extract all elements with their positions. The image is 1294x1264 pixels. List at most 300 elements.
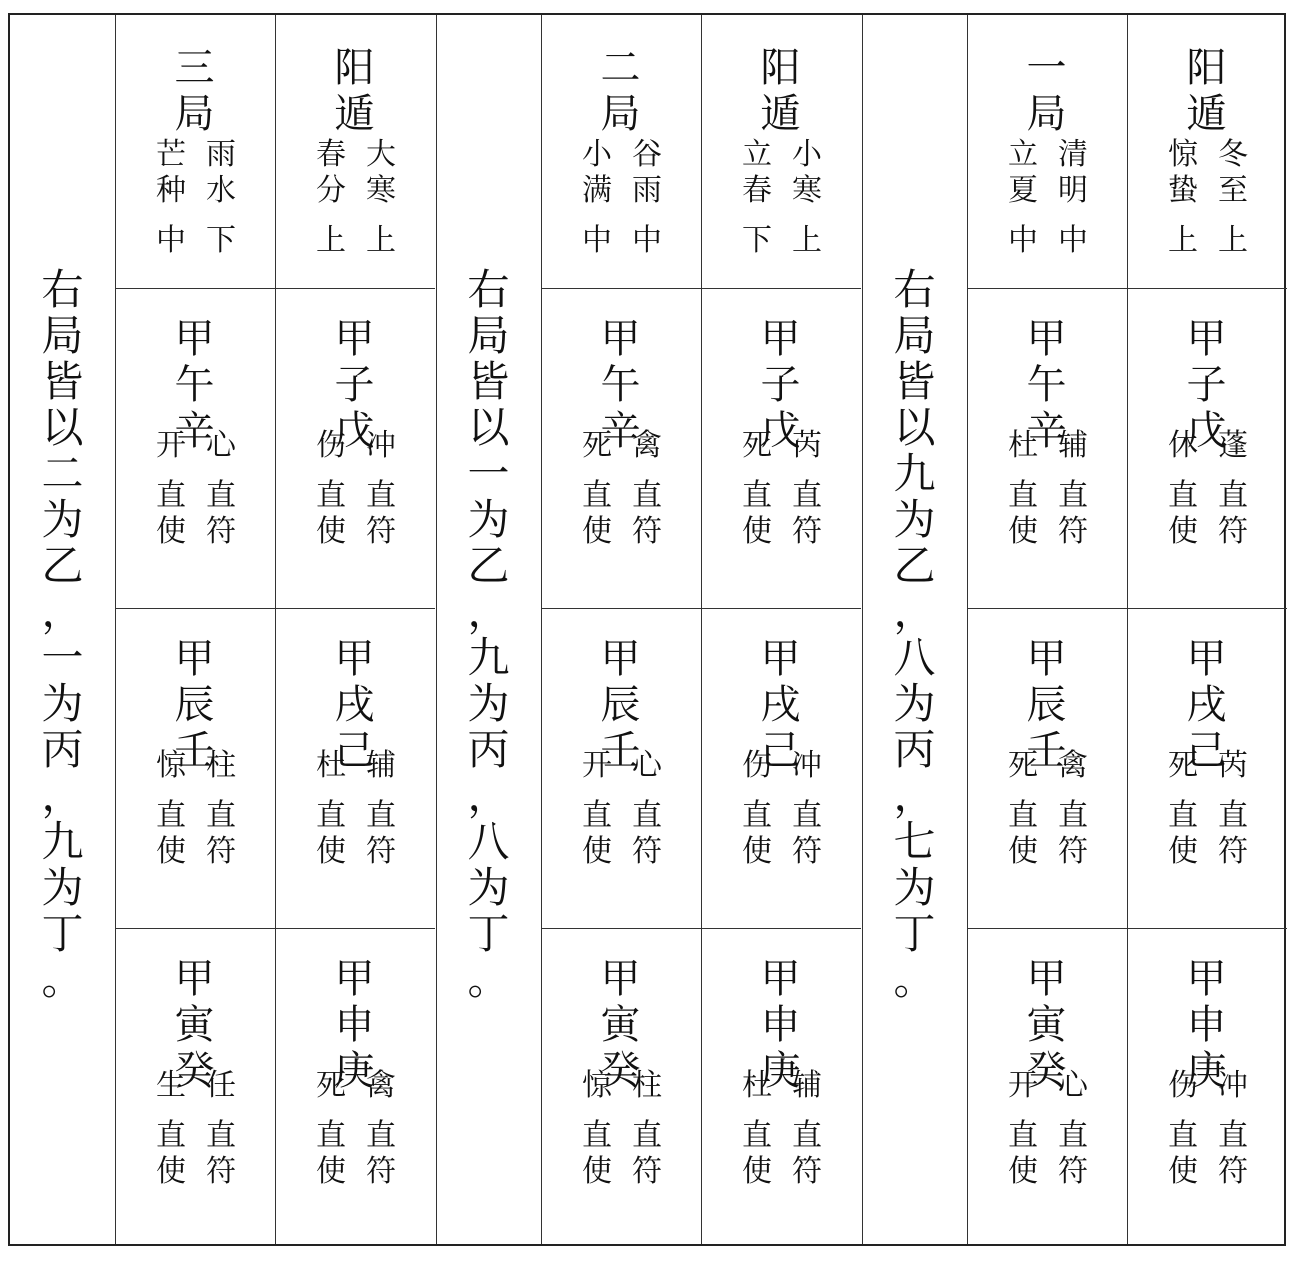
shi-fu-row [541, 834, 700, 870]
jia-char: 甲 [1026, 636, 1067, 682]
zhi-char: 直 [582, 478, 612, 513]
jia-char: 甲 [174, 636, 215, 682]
fu-char: 符 [206, 1154, 236, 1189]
note-char: 乙 [41, 541, 84, 590]
zhi-char: 直 [1008, 798, 1038, 833]
fu-char: 符 [366, 1154, 396, 1189]
jia-cell [1127, 608, 1286, 928]
term-row [701, 137, 860, 173]
term-char: 上 [1168, 223, 1198, 258]
door-star-row [1127, 1068, 1286, 1104]
zhi-char: 直 [742, 478, 772, 513]
star-char: 辅 [1058, 428, 1088, 463]
note-char: 为 [41, 495, 84, 544]
term-char: 冬 [1218, 137, 1248, 172]
note-char: 九 [467, 633, 510, 682]
term-char: 雨 [632, 173, 662, 208]
jia-char: 甲 [600, 956, 641, 1002]
zhi-char: 直 [1168, 1118, 1198, 1153]
star-char: 心 [206, 428, 236, 463]
term-char: 分 [316, 173, 346, 208]
term-row [1127, 137, 1286, 173]
shi-char: 使 [156, 514, 186, 549]
note-char: 为 [893, 863, 936, 912]
note-char: 丙 [41, 725, 84, 774]
door-star-row [967, 1068, 1126, 1104]
jia-cell [967, 928, 1126, 1248]
jia-char: 寅 [1026, 1002, 1067, 1048]
note-char: ， [41, 587, 84, 636]
fu-char: 符 [792, 514, 822, 549]
term-row [275, 137, 434, 173]
term-char: 春 [742, 173, 772, 208]
door-star-row [541, 748, 700, 784]
fu-char: 符 [206, 514, 236, 549]
jia-char: 午 [174, 362, 215, 408]
jia-cell [275, 928, 434, 1248]
zhi-row [701, 478, 860, 514]
note-char: 为 [893, 679, 936, 728]
shi-fu-row [115, 834, 274, 870]
term-char: 寒 [366, 173, 396, 208]
note-char: ， [467, 771, 510, 820]
header-title-char: 阳 [1186, 45, 1227, 91]
jia-char: 甲 [760, 956, 801, 1002]
door-char: 杜 [742, 1068, 772, 1103]
jia-char: 甲 [334, 956, 375, 1002]
term-char: 上 [792, 223, 822, 258]
jia-char: 戌 [334, 682, 375, 728]
zhi-char: 直 [742, 1118, 772, 1153]
zhi-row [115, 798, 274, 834]
note-char: 八 [893, 633, 936, 682]
zhi-char: 直 [1008, 1118, 1038, 1153]
shi-char: 使 [582, 1154, 612, 1189]
zhi-char: 直 [1058, 478, 1088, 513]
zhi-char: 直 [316, 798, 346, 833]
term-char: 惊 [1168, 137, 1198, 172]
note-char: 八 [467, 817, 510, 866]
note-char: 为 [467, 495, 510, 544]
jia-char: 戊 [334, 408, 375, 454]
fu-char: 符 [632, 834, 662, 869]
header-title [1127, 45, 1286, 137]
shi-fu-row [967, 1154, 1126, 1190]
jia-char: 甲 [174, 956, 215, 1002]
door-char: 开 [156, 428, 186, 463]
note-char: 皆 [893, 357, 936, 406]
jia-char: 辛 [1026, 408, 1067, 454]
note-char: 以 [893, 403, 936, 452]
ju-header-cell [967, 15, 1126, 288]
zhi-char: 直 [582, 798, 612, 833]
jia-char: 子 [334, 362, 375, 408]
term-row [115, 223, 274, 259]
shi-fu-row [1127, 514, 1286, 550]
shi-char: 使 [1168, 514, 1198, 549]
door-star-row [967, 748, 1126, 784]
jia-char: 甲 [174, 316, 215, 362]
note-char: 皆 [467, 357, 510, 406]
jia-char: 辰 [1026, 682, 1067, 728]
header-title [541, 45, 700, 137]
note-char: 右 [41, 265, 84, 314]
door-star-row [541, 1068, 700, 1104]
jia-char: 癸 [1026, 1048, 1067, 1094]
jia-char: 申 [760, 1002, 801, 1048]
fu-char: 符 [206, 834, 236, 869]
shi-fu-row [275, 514, 434, 550]
fu-char: 符 [366, 834, 396, 869]
zhi-char: 直 [156, 478, 186, 513]
term-char: 夏 [1008, 173, 1038, 208]
term-row [115, 137, 274, 173]
zhi-row [275, 1118, 434, 1154]
qimen-table [8, 13, 1286, 1246]
term-row [967, 173, 1126, 209]
header-title [115, 45, 274, 137]
zhi-row [1127, 478, 1286, 514]
shi-char: 使 [1168, 1154, 1198, 1189]
zhi-char: 直 [206, 798, 236, 833]
jia-char: 己 [334, 728, 375, 774]
shi-char: 使 [582, 834, 612, 869]
note-char: 以 [41, 403, 84, 452]
zhi-row [541, 1118, 700, 1154]
note-char: 皆 [41, 357, 84, 406]
term-char: 谷 [632, 137, 662, 172]
term-char: 蛰 [1168, 173, 1198, 208]
jia-cell [275, 608, 434, 928]
star-char: 心 [1058, 1068, 1088, 1103]
header-title [275, 45, 434, 137]
door-star-row [1127, 428, 1286, 464]
dun-header-cell [275, 15, 434, 288]
zhi-row [701, 1118, 860, 1154]
door-char: 开 [582, 748, 612, 783]
jia-char: 戊 [1186, 408, 1227, 454]
term-row [967, 137, 1126, 173]
star-char: 禽 [632, 428, 662, 463]
zhi-char: 直 [742, 798, 772, 833]
zhi-row [1127, 798, 1286, 834]
fu-char: 符 [632, 514, 662, 549]
term-row [541, 137, 700, 173]
star-char: 心 [632, 748, 662, 783]
zhi-char: 直 [1168, 798, 1198, 833]
jia-cell [701, 608, 860, 928]
jia-cell [541, 608, 700, 928]
zhi-char: 直 [792, 478, 822, 513]
jia-char: 甲 [600, 636, 641, 682]
shi-char: 使 [156, 1154, 186, 1189]
jia-cell [115, 288, 274, 608]
zhi-char: 直 [1218, 1118, 1248, 1153]
ju-header-cell [541, 15, 700, 288]
note-char: 局 [893, 311, 936, 360]
note-char: 右 [467, 265, 510, 314]
jia-char: 子 [1186, 362, 1227, 408]
star-char: 芮 [792, 428, 822, 463]
zhi-row [967, 1118, 1126, 1154]
shi-char: 使 [1008, 1154, 1038, 1189]
term-char: 上 [366, 223, 396, 258]
term-char: 水 [206, 173, 236, 208]
jia-char: 申 [1186, 1002, 1227, 1048]
term-char: 雨 [206, 137, 236, 172]
note-char: ， [893, 587, 936, 636]
group-note [10, 15, 115, 1244]
term-row [967, 223, 1126, 259]
group-note [862, 15, 967, 1244]
shi-fu-row [275, 1154, 434, 1190]
door-star-row [275, 428, 434, 464]
term-row [275, 223, 434, 259]
header-title-char: 一 [1026, 45, 1067, 91]
shi-fu-row [967, 514, 1126, 550]
zhi-char: 直 [582, 1118, 612, 1153]
shi-fu-row [1127, 1154, 1286, 1190]
jia-char: 申 [334, 1002, 375, 1048]
term-char: 满 [582, 173, 612, 208]
door-char: 生 [156, 1068, 186, 1103]
jia-char: 子 [760, 362, 801, 408]
note-char: 丁 [41, 909, 84, 958]
note-char: 丙 [893, 725, 936, 774]
jia-char: 寅 [174, 1002, 215, 1048]
zhi-char: 直 [1218, 478, 1248, 513]
door-char: 杜 [316, 748, 346, 783]
term-char: 清 [1058, 137, 1088, 172]
shi-fu-row [541, 514, 700, 550]
jia-char: 戌 [760, 682, 801, 728]
zhi-char: 直 [1168, 478, 1198, 513]
term-char: 立 [1008, 137, 1038, 172]
term-row [115, 173, 274, 209]
star-char: 辅 [366, 748, 396, 783]
note-char: ， [893, 771, 936, 820]
zhi-row [541, 798, 700, 834]
zhi-char: 直 [792, 798, 822, 833]
jia-char: 寅 [600, 1002, 641, 1048]
zhi-char: 直 [316, 1118, 346, 1153]
term-char: 上 [1218, 223, 1248, 258]
jia-cell [967, 608, 1126, 928]
zhi-char: 直 [206, 478, 236, 513]
door-star-row [115, 428, 274, 464]
zhi-char: 直 [156, 1118, 186, 1153]
jia-char: 甲 [1186, 956, 1227, 1002]
door-char: 杜 [1008, 428, 1038, 463]
jia-char: 甲 [760, 636, 801, 682]
shi-char: 使 [1008, 514, 1038, 549]
door-char: 死 [1168, 748, 1198, 783]
note-char: 局 [41, 311, 84, 360]
term-char: 立 [742, 137, 772, 172]
jia-cell [115, 928, 274, 1248]
term-char: 下 [206, 223, 236, 258]
door-char: 惊 [156, 748, 186, 783]
star-char: 冲 [792, 748, 822, 783]
note-char: ， [41, 771, 84, 820]
fu-char: 符 [1218, 1154, 1248, 1189]
zhi-char: 直 [632, 478, 662, 513]
door-star-row [275, 748, 434, 784]
jia-char: 庚 [760, 1048, 801, 1094]
jia-cell [1127, 288, 1286, 608]
jia-char: 午 [1026, 362, 1067, 408]
shi-char: 使 [742, 514, 772, 549]
star-char: 禽 [366, 1068, 396, 1103]
dun-header-cell [701, 15, 860, 288]
shi-fu-row [701, 1154, 860, 1190]
zhi-char: 直 [792, 1118, 822, 1153]
jia-cell [541, 288, 700, 608]
fu-char: 符 [1058, 1154, 1088, 1189]
jia-char: 甲 [1026, 956, 1067, 1002]
door-star-row [541, 428, 700, 464]
fu-char: 符 [792, 834, 822, 869]
door-char: 死 [316, 1068, 346, 1103]
jia-char: 午 [600, 362, 641, 408]
zhi-char: 直 [156, 798, 186, 833]
term-char: 中 [582, 223, 612, 258]
zhi-row [967, 478, 1126, 514]
term-char: 寒 [792, 173, 822, 208]
star-char: 蓬 [1218, 428, 1248, 463]
shi-char: 使 [316, 834, 346, 869]
note-char: 一 [467, 449, 510, 498]
term-char: 小 [582, 137, 612, 172]
star-char: 冲 [366, 428, 396, 463]
shi-fu-row [967, 834, 1126, 870]
jia-cell [541, 928, 700, 1248]
zhi-char: 直 [366, 478, 396, 513]
note-char: 乙 [467, 541, 510, 590]
shi-char: 使 [742, 834, 772, 869]
note-char: 为 [893, 495, 936, 544]
shi-fu-row [115, 1154, 274, 1190]
fu-char: 符 [792, 1154, 822, 1189]
term-row [541, 173, 700, 209]
term-row [701, 173, 860, 209]
note-char: 乙 [893, 541, 936, 590]
door-char: 休 [1168, 428, 1198, 463]
jia-char: 己 [760, 728, 801, 774]
shi-char: 使 [1168, 834, 1198, 869]
term-char: 至 [1218, 173, 1248, 208]
zhi-row [967, 798, 1126, 834]
note-char: 丙 [467, 725, 510, 774]
zhi-row [701, 798, 860, 834]
door-star-row [1127, 748, 1286, 784]
term-char: 上 [316, 223, 346, 258]
zhi-row [275, 478, 434, 514]
term-row [275, 173, 434, 209]
note-char: 二 [41, 449, 84, 498]
zhi-char: 直 [1008, 478, 1038, 513]
group-note [436, 15, 541, 1244]
zhi-row [115, 478, 274, 514]
header-title-char: 局 [600, 91, 641, 137]
jia-cell [701, 288, 860, 608]
header-title-char: 三 [174, 45, 215, 91]
zhi-char: 直 [316, 478, 346, 513]
header-title-char: 阳 [760, 45, 801, 91]
shi-fu-row [541, 1154, 700, 1190]
jia-char: 壬 [174, 728, 215, 774]
term-char: 明 [1058, 173, 1088, 208]
shi-fu-row [115, 514, 274, 550]
header-title-char: 局 [174, 91, 215, 137]
note-char: 九 [41, 817, 84, 866]
zhi-row [275, 798, 434, 834]
jia-char: 戌 [1186, 682, 1227, 728]
header-title-char: 阳 [334, 45, 375, 91]
note-char: 丁 [467, 909, 510, 958]
shi-char: 使 [316, 514, 346, 549]
fu-char: 符 [366, 514, 396, 549]
zhi-row [115, 1118, 274, 1154]
term-char: 中 [632, 223, 662, 258]
jia-char: 甲 [760, 316, 801, 362]
jia-char: 戊 [760, 408, 801, 454]
zhi-char: 直 [1218, 798, 1248, 833]
term-row [1127, 223, 1286, 259]
term-char: 芒 [156, 137, 186, 172]
term-row [541, 223, 700, 259]
door-char: 伤 [1168, 1068, 1198, 1103]
term-char: 中 [1008, 223, 1038, 258]
shi-char: 使 [156, 834, 186, 869]
door-char: 开 [1008, 1068, 1038, 1103]
note-char: 局 [467, 311, 510, 360]
door-char: 伤 [742, 748, 772, 783]
jia-char: 辰 [600, 682, 641, 728]
zhi-char: 直 [632, 1118, 662, 1153]
term-char: 中 [156, 223, 186, 258]
note-char: 。 [467, 955, 510, 1004]
term-char: 中 [1058, 223, 1088, 258]
fu-char: 符 [1218, 834, 1248, 869]
note-char: 为 [467, 863, 510, 912]
term-char: 种 [156, 173, 186, 208]
header-title-char: 遁 [1186, 91, 1227, 137]
note-char: 为 [41, 679, 84, 728]
door-star-row [115, 748, 274, 784]
jia-char: 甲 [1186, 316, 1227, 362]
note-char: ， [467, 587, 510, 636]
jia-char: 己 [1186, 728, 1227, 774]
header-title [701, 45, 860, 137]
term-char: 小 [792, 137, 822, 172]
jia-char: 甲 [1026, 316, 1067, 362]
fu-char: 符 [632, 1154, 662, 1189]
star-char: 辅 [792, 1068, 822, 1103]
dun-header-cell [1127, 15, 1286, 288]
jia-cell [1127, 928, 1286, 1248]
jia-char: 庚 [1186, 1048, 1227, 1094]
shi-char: 使 [316, 1154, 346, 1189]
star-char: 任 [206, 1068, 236, 1103]
note-char: 为 [41, 863, 84, 912]
jia-cell [115, 608, 274, 928]
door-star-row [701, 748, 860, 784]
note-char: 。 [893, 955, 936, 1004]
door-star-row [701, 1068, 860, 1104]
term-row [701, 223, 860, 259]
zhi-char: 直 [1058, 1118, 1088, 1153]
